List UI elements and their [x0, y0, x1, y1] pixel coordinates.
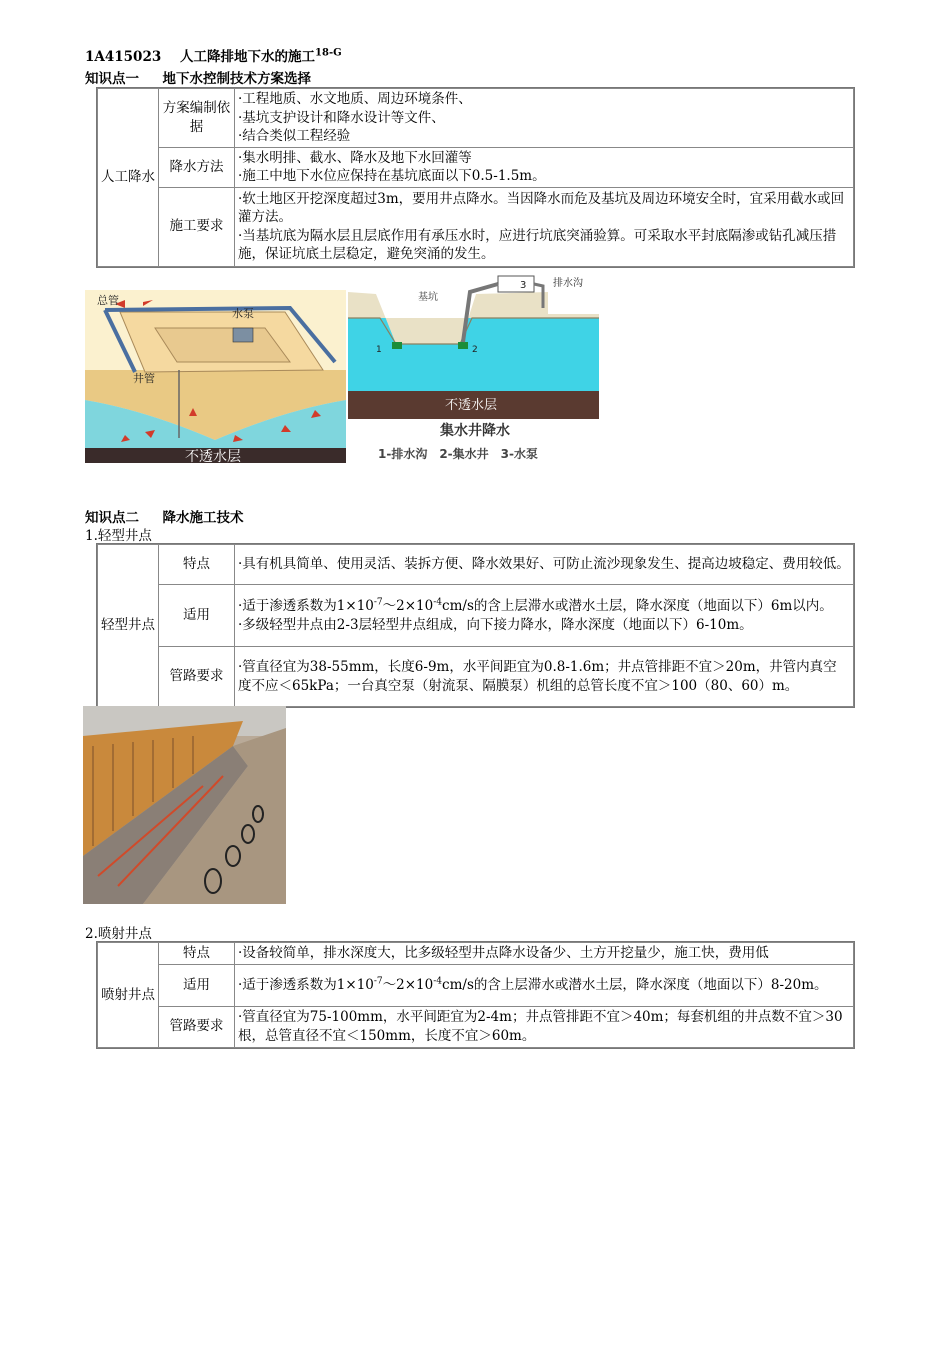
table2-group-cell — [98, 545, 159, 707]
table1-group-cell — [98, 89, 159, 267]
table-light-wellpoint — [97, 544, 854, 707]
table1-row1-content — [235, 89, 854, 148]
label-n3: 3 — [520, 280, 527, 291]
table1-row2-label: 降水方法 — [159, 147, 235, 187]
table1-row3-content — [235, 187, 854, 266]
fig2-caption: 集水井降水 — [440, 423, 510, 439]
table1-row2-line1: ·集水明排、截水、降水及地下水回灌等 — [238, 149, 472, 166]
t3-exp2: -4 — [433, 976, 443, 987]
t2-text-c: cm/s的含上层滞水或潜水土层，降水深度（地面以下）6m以内。 — [442, 598, 833, 614]
table1-row1-line3: ·结合类似工程经验 — [238, 128, 351, 144]
t2-exp2: -4 — [433, 597, 443, 608]
table3-row2-content — [235, 964, 854, 1006]
table2-row1-label: 特点 — [159, 545, 235, 585]
section-heading — [85, 45, 342, 65]
sec2-title: 2.喷射井点 — [85, 926, 152, 942]
table2-group-label: 轻型井点 — [101, 617, 155, 634]
t2-text-a: ·适于渗透系数为1×10 — [238, 598, 374, 614]
t3-text-a: ·适于渗透系数为1×10 — [238, 976, 374, 993]
label-main-pipe: 总管 — [97, 294, 119, 307]
table1-row3-line1: ·软土地区开挖深度超过3m，要用井点降水。当因降水而危及基坑及周边环境安全时，宜采用截水或回灌方法。 — [238, 190, 845, 225]
kp1-title: 地下水控制技术方案选择 — [162, 71, 311, 87]
table1-row3-line2: ·当基坑底为隔水层且层底作用有承压水时，应进行坑底突涌验算。可采取水平封底隔渗或钻孔减压措施，保证坑底土层稳定，避免突涌的发生。 — [238, 227, 837, 262]
table3-group-cell — [98, 943, 159, 1048]
label-pump: 水泵 — [232, 307, 254, 320]
table2-row2-label: 适用 — [159, 585, 235, 647]
t3-exp1: -7 — [373, 976, 383, 987]
table1-group-label: 人工降水 — [101, 169, 155, 185]
table-jet-wellpoint — [97, 942, 854, 1048]
table2-row2-content — [235, 585, 854, 647]
t2-exp1: -7 — [373, 597, 383, 608]
label-pit: 基坑 — [418, 292, 438, 303]
label-impermeable-layer: 不透水层 — [185, 449, 241, 463]
table1-row1-line1: ·工程地质、水文地质、周边环境条件、 — [238, 91, 472, 107]
table-dewatering-plan — [97, 88, 854, 267]
table2-row2-line2: ·多级轻型井点由2-3层轻型井点组成，向下接力降水，降水深度（地面以下）6-10m。 — [238, 616, 753, 633]
table3-row1-label: 特点 — [159, 943, 235, 965]
table3-row2-label: 适用 — [159, 964, 235, 1006]
table1-row2-content — [235, 147, 854, 187]
exam-mark: 18-G — [315, 47, 342, 59]
table1-row1-label: 方案编制依据 — [159, 89, 235, 148]
label-n1: 1 — [376, 345, 382, 355]
kp2-heading — [85, 506, 244, 526]
t2-text-b: ～2×10 — [382, 598, 434, 614]
label-n2: 2 — [472, 345, 478, 355]
label-impermeable-layer-2: 不透水层 — [445, 398, 498, 413]
kp2-title: 降水施工技术 — [162, 510, 244, 526]
table3-row1-content: ·设备较简单，排水深度大，比多级轻型井点降水设备少、土方开挖量少，施工快，费用低 — [235, 943, 854, 965]
sec1-title: 1.轻型井点 — [85, 528, 152, 544]
table1-row2-line2: ·施工中地下水位应保持在基坑底面以下0.5-1.5m。 — [238, 168, 546, 184]
table3-row3-label: 管路要求 — [159, 1006, 235, 1047]
table1-row3-label: 施工要求 — [159, 187, 235, 266]
table3-row3-content: ·管直径宜为75-100mm，水平间距宜为2-4m；井点管排距不宜＞40m；每套机组的井点数不宜＞30根，总管直径不宜＜150mm，长度不宜＞60m。 — [235, 1006, 854, 1047]
table3-group-label: 喷射井点 — [101, 986, 155, 1003]
t3-text-c: cm/s的含上层滞水或潜水土层，降水深度（地面以下）8-20m。 — [442, 976, 828, 993]
kp2-label: 知识点二 — [85, 510, 139, 526]
table2-row3-label: 管路要求 — [159, 647, 235, 707]
section-title: 人工降排地下水的施工 — [180, 49, 316, 65]
kp1-label: 知识点一 — [85, 71, 139, 87]
figure-wellpoint-diagram — [85, 290, 346, 463]
table2-row3-content: ·管直径宜为38-55mm，长度6-9m，水平间距宜为0.8-1.6m；井点管排距不宜＞20m，井管内真空度不应＜65kPa；一台真空泵（射流泵、隔膜泵）机组的总管长度不宜＞100（80、60）m。 — [235, 647, 854, 707]
photo-wellpoint-site — [83, 706, 286, 904]
label-well-pipe: 井管 — [133, 372, 155, 385]
fig2-legend: 1-排水沟 2-集水井 3-水泵 — [378, 447, 538, 461]
table1-row1-line2: ·基坑支护设计和降水设计等文件、 — [238, 109, 445, 126]
section-code: 1A415023 — [85, 49, 162, 65]
table2-row1-content: ·具有机具简单、使用灵活、装拆方便、降水效果好、可防止流沙现象发生、提高边坡稳定、费用较低。 — [235, 545, 854, 585]
table2-row2-line1 — [238, 597, 850, 616]
figure-sump-drainage — [348, 272, 599, 464]
kp1-heading — [85, 67, 311, 87]
t3-text-b: ～2×10 — [382, 976, 434, 993]
label-drain-ditch: 排水沟 — [553, 278, 583, 289]
